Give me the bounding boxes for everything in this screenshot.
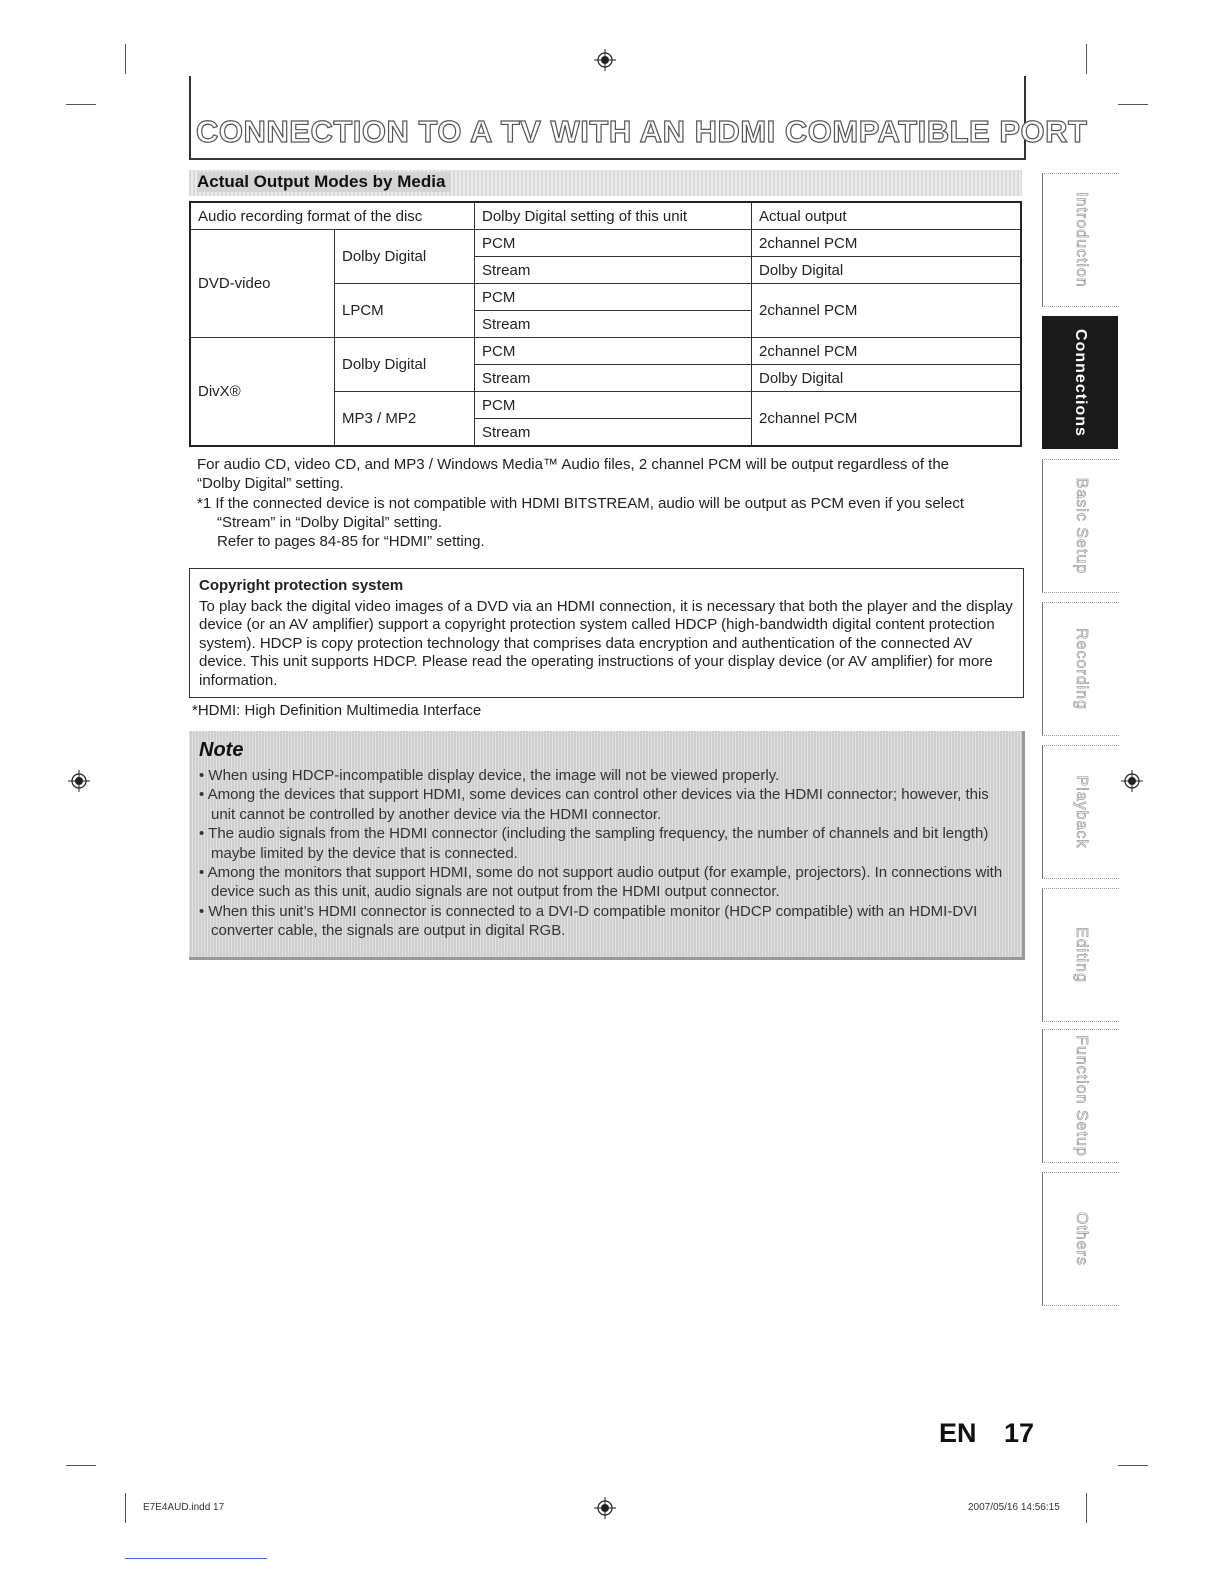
crop-mark <box>125 44 126 74</box>
tab-recording[interactable] <box>1042 602 1119 736</box>
note-item: • When this unit’s HDMI connector is connected to a DVI-D compatible monitor (HDCP compatible) with an HDMI-DVI converter cable, the signals are output in digital RGB. <box>199 902 1011 941</box>
note-item: • The audio signals from the HDMI connector (including the sampling frequency, the number of channels and bit length) maybe limited by the device that is connected. <box>199 824 1011 863</box>
registration-mark-icon <box>594 49 616 71</box>
note-item: • When using HDCP-incompatible display device, the image will not be viewed properly. <box>199 766 1011 785</box>
tab-basic-setup[interactable] <box>1042 459 1119 593</box>
table-cell-format: LPCM <box>335 284 475 338</box>
note-list <box>199 766 1011 941</box>
tab-others[interactable] <box>1042 1172 1119 1306</box>
table-row <box>190 338 1021 365</box>
table-footnote <box>197 455 1017 493</box>
tab-connections[interactable] <box>1042 316 1118 449</box>
table-cell-output: 2channel PCM <box>752 392 1022 447</box>
section-title: Actual Output Modes by Media <box>197 172 451 192</box>
table-cell-format: Dolby Digital <box>335 338 475 392</box>
table-cell-media: DivX® <box>190 338 335 447</box>
table-cell-setting: PCM <box>475 284 752 311</box>
copyright-title: Copyright protection system <box>199 577 404 594</box>
registration-mark-icon <box>68 770 90 792</box>
table-cell-setting: Stream <box>475 311 752 338</box>
footer-datetime: 2007/05/16 14:56:15 <box>968 1502 1060 1513</box>
table-header-row <box>190 202 1021 230</box>
crop-mark <box>1118 104 1148 105</box>
tab-introduction[interactable] <box>1042 173 1119 307</box>
note-item: • Among the monitors that support HDMI, some do not support audio output (for example, projectors). In connections with device such as this unit, audio signals are not output from the HDMI output connector. <box>199 863 1011 902</box>
copyright-box <box>189 568 1024 698</box>
table-cell-media: DVD-video <box>190 230 335 338</box>
tab-label: Recording <box>1073 628 1090 710</box>
table-header: Dolby Digital setting of this unit <box>475 202 752 230</box>
tab-label: Introduction <box>1073 192 1090 288</box>
tab-playback[interactable] <box>1042 745 1119 879</box>
hdmi-definition: *HDMI: High Definition Multimedia Interface <box>192 702 482 719</box>
table-cell-setting: Stream <box>475 257 752 284</box>
table-cell-output: 2channel PCM <box>752 284 1022 338</box>
table-cell-setting: PCM <box>475 338 752 365</box>
section-header <box>189 170 1022 196</box>
table-cell-output: Dolby Digital <box>752 257 1022 284</box>
page-number <box>939 1418 1034 1449</box>
table-cell-output: 2channel PCM <box>752 338 1022 365</box>
tab-label: Connections <box>1072 328 1089 437</box>
tab-label: Function Setup <box>1073 1035 1090 1157</box>
table-cell-setting: PCM <box>475 392 752 419</box>
page-number-value: 17 <box>1004 1418 1035 1448</box>
crop-mark <box>66 104 96 105</box>
copyright-body: To play back the digital video images of a DVD via an HDMI connection, it is necessary that both the player and the display device (or an AV amplifier) support a copyright protection system called HDCP (high-bandwidth digital content protection system). HDCP is copy protection technology that comprises data encryption and authentication of the connected AV device. This unit supports HDCP. Please read the operating instructions of your display device (or AV amplifier) for more information. <box>199 597 1013 689</box>
table-row <box>190 230 1021 257</box>
note-item: • Among the devices that support HDMI, some devices can control other devices via the HDMI connector; however, this unit cannot be controlled by another device via the HDMI connector. <box>199 785 1011 824</box>
crop-mark <box>1086 44 1087 74</box>
crop-mark <box>66 1465 96 1466</box>
footer-link-underline <box>125 1558 267 1559</box>
registration-mark-icon <box>594 1497 616 1519</box>
table-cell-format: Dolby Digital <box>335 230 475 284</box>
table-cell-output: Dolby Digital <box>752 365 1022 392</box>
footnote-line: For audio CD, video CD, and MP3 / Windows Media™ Audio files, 2 channel PCM will be output regardless of the <box>197 456 950 473</box>
tab-label: Editing <box>1073 927 1090 983</box>
table-cell-format: MP3 / MP2 <box>335 392 475 447</box>
footnote-star1 <box>197 494 1017 551</box>
crop-mark <box>125 1493 126 1523</box>
footnote-line: *1 If the connected device is not compatible with HDMI BITSTREAM, audio will be output as PCM even if you select <box>197 495 965 512</box>
table-cell-setting: PCM <box>475 230 752 257</box>
tab-label: Basic Setup <box>1073 477 1090 575</box>
table-cell-output: 2channel PCM <box>752 230 1022 257</box>
table-header: Audio recording format of the disc <box>190 202 475 230</box>
table-cell-setting: Stream <box>475 419 752 447</box>
crop-mark <box>1086 1493 1087 1523</box>
footnote-line: “Stream” in “Dolby Digital” setting. <box>217 514 443 531</box>
footer-filename: E7E4AUD.indd 17 <box>143 1502 225 1513</box>
page-language: EN <box>939 1418 977 1448</box>
footnote-line: “Dolby Digital” setting. <box>197 475 344 492</box>
note-title: Note <box>199 739 244 761</box>
note-box <box>189 731 1025 960</box>
registration-mark-icon <box>1121 770 1143 792</box>
output-modes-table <box>189 201 1022 447</box>
page-reference: Refer to pages 84-85 for “HDMI” setting. <box>217 533 485 550</box>
tab-editing[interactable] <box>1042 888 1119 1022</box>
tab-label: Playback <box>1073 775 1090 849</box>
tab-label: Others <box>1073 1211 1090 1267</box>
table-header: Actual output <box>752 202 1022 230</box>
tab-function-setup[interactable] <box>1042 1029 1119 1163</box>
crop-mark <box>1118 1465 1148 1466</box>
table-cell-setting: Stream <box>475 365 752 392</box>
page-title: CONNECTION TO A TV WITH AN HDMI COMPATIBLE PORT <box>196 114 1088 149</box>
